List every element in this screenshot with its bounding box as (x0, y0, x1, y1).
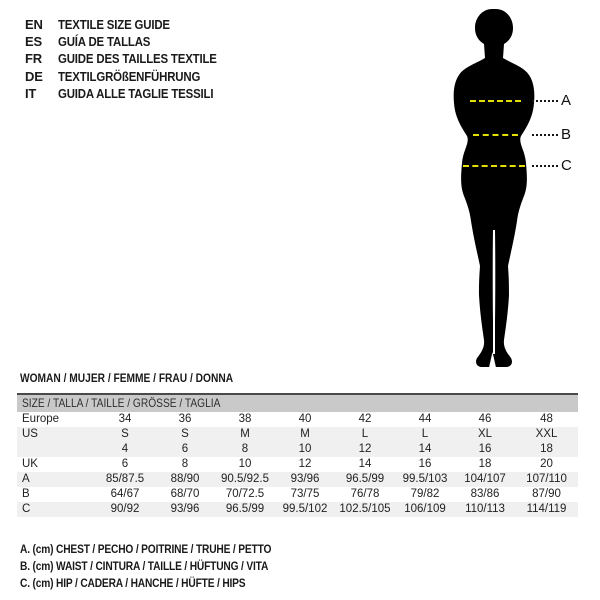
cell: XXL (535, 428, 558, 440)
cell: S (181, 428, 189, 440)
cell: 70/72.5 (225, 488, 265, 500)
cell: 87/90 (532, 488, 561, 500)
cell: 10 (238, 458, 252, 470)
cell: 12 (298, 458, 312, 470)
cell: 18 (478, 458, 492, 470)
cell: 16 (418, 458, 432, 470)
language-title: GUÍA DE TALLAS (58, 34, 151, 50)
language-code: FR (25, 51, 42, 67)
cell: 34 (118, 413, 132, 425)
cell: 44 (418, 413, 432, 425)
cell: S (121, 428, 129, 440)
language-code: DE (25, 68, 43, 84)
measurement-legend (20, 542, 316, 593)
cell: 68/70 (170, 488, 200, 500)
cell: 73/75 (290, 488, 320, 500)
row-label: Europe (22, 413, 60, 425)
cell: 79/82 (410, 488, 440, 500)
legend-text: B. (cm) WAIST / CINTURA / TAILLE / HÜFTUNG / VITA (20, 559, 269, 574)
section-title-text: WOMAN / MUJER / FEMME / FRAU / DONNA (20, 371, 234, 385)
table-header-cell (17, 394, 578, 412)
language-code: EN (25, 17, 43, 33)
row-label: UK (22, 458, 38, 470)
cell: 8 (181, 458, 189, 470)
waist-leader-dotted-line (532, 134, 558, 136)
cell: 6 (181, 443, 189, 455)
cell: 20 (540, 458, 553, 470)
marker-label-hip: C (561, 157, 572, 174)
language-title: GUIDE DES TAILLES TEXTILE (58, 51, 217, 67)
cell: 12 (358, 443, 372, 455)
cell: 85/87.5 (105, 473, 145, 485)
cell: 76/78 (350, 488, 380, 500)
cell: 96.5/99 (225, 503, 265, 515)
language-row-de (25, 68, 238, 85)
language-row-it (25, 85, 238, 102)
row-label (17, 442, 95, 457)
marker-label-chest: A (561, 92, 572, 109)
cell: 4 (121, 443, 129, 455)
row-label: A (22, 473, 30, 485)
table-header-text: SIZE / TALLA / TAILLE / GRÖSSE / TAGLIA (22, 396, 221, 410)
cell: M (300, 428, 310, 440)
silhouette-leg-gap (493, 230, 496, 354)
cell: 42 (358, 413, 372, 425)
language-row-fr (25, 50, 238, 67)
cell: 36 (178, 413, 192, 425)
cell: 104/107 (464, 473, 506, 485)
section-title (20, 371, 271, 385)
waist-dashed-line (473, 134, 518, 136)
language-title: TEXTILE SIZE GUIDE (58, 17, 170, 33)
cell: 8 (241, 443, 249, 455)
chest-leader-dotted-line (532, 100, 558, 102)
cell: L (421, 428, 429, 440)
row-label: B (22, 488, 30, 500)
cell: 64/67 (110, 488, 140, 500)
cell: 99.5/102 (282, 503, 328, 515)
cell: 90.5/92.5 (221, 473, 269, 485)
cell: 46 (478, 413, 492, 425)
row-label: C (22, 503, 31, 515)
language-row-es (25, 33, 238, 50)
table-row-hip-c (17, 502, 578, 517)
language-row-en (25, 16, 238, 33)
cell: 18 (540, 443, 553, 455)
cell: 107/110 (526, 473, 567, 485)
legend-text: C. (cm) HIP / CADERA / HANCHE / HÜFTE / HIPS (20, 576, 246, 591)
language-code: ES (25, 34, 42, 50)
cell: 99.5/103 (402, 473, 448, 485)
table-row-uk (17, 457, 578, 472)
cell: 106/109 (404, 503, 446, 515)
cell: 88/90 (170, 473, 200, 485)
chest-dashed-line (470, 100, 521, 102)
cell: 102.5/105 (339, 503, 391, 515)
language-title: TEXTILGRÖßENFÜHRUNG (58, 68, 201, 84)
legend-text: A. (cm) CHEST / PECHO / POITRINE / TRUHE / PETTO (20, 542, 272, 556)
table-row-us-letter (17, 427, 578, 442)
legend-row-hip (20, 576, 316, 593)
language-title: GUIDA ALLE TAGLIE TESSILI (58, 85, 214, 101)
language-code: IT (25, 85, 37, 101)
size-table (17, 393, 578, 517)
table-row-waist-b (17, 487, 578, 502)
cell: 16 (478, 443, 492, 455)
cell: 110/113 (465, 503, 505, 515)
table-row-chest-a (17, 472, 578, 487)
legend-row-chest (20, 542, 316, 559)
cell: 6 (121, 458, 129, 470)
table-header-row (17, 394, 578, 412)
cell: 48 (540, 413, 553, 425)
cell: 96.5/99 (345, 473, 385, 485)
hip-dashed-line (463, 165, 525, 167)
cell: XL (477, 428, 493, 440)
cell: 38 (238, 413, 252, 425)
cell: 83/86 (470, 488, 500, 500)
cell: 14 (358, 458, 372, 470)
legend-row-waist (20, 559, 316, 576)
cell: L (361, 428, 369, 440)
hip-leader-dotted-line (532, 165, 558, 167)
cell: 10 (298, 443, 312, 455)
marker-label-waist: B (561, 126, 572, 143)
cell: 14 (418, 443, 432, 455)
language-title-list (25, 16, 238, 102)
woman-silhouette-icon (434, 8, 554, 368)
cell: 93/96 (290, 473, 320, 485)
cell: M (240, 428, 250, 440)
row-label: US (22, 428, 38, 440)
table-row-europe (17, 412, 578, 427)
cell: 90/92 (110, 503, 140, 515)
cell: 114/119 (526, 503, 567, 515)
table-row-us-numeric (17, 442, 578, 457)
cell: 93/96 (170, 503, 200, 515)
cell: 40 (298, 413, 312, 425)
